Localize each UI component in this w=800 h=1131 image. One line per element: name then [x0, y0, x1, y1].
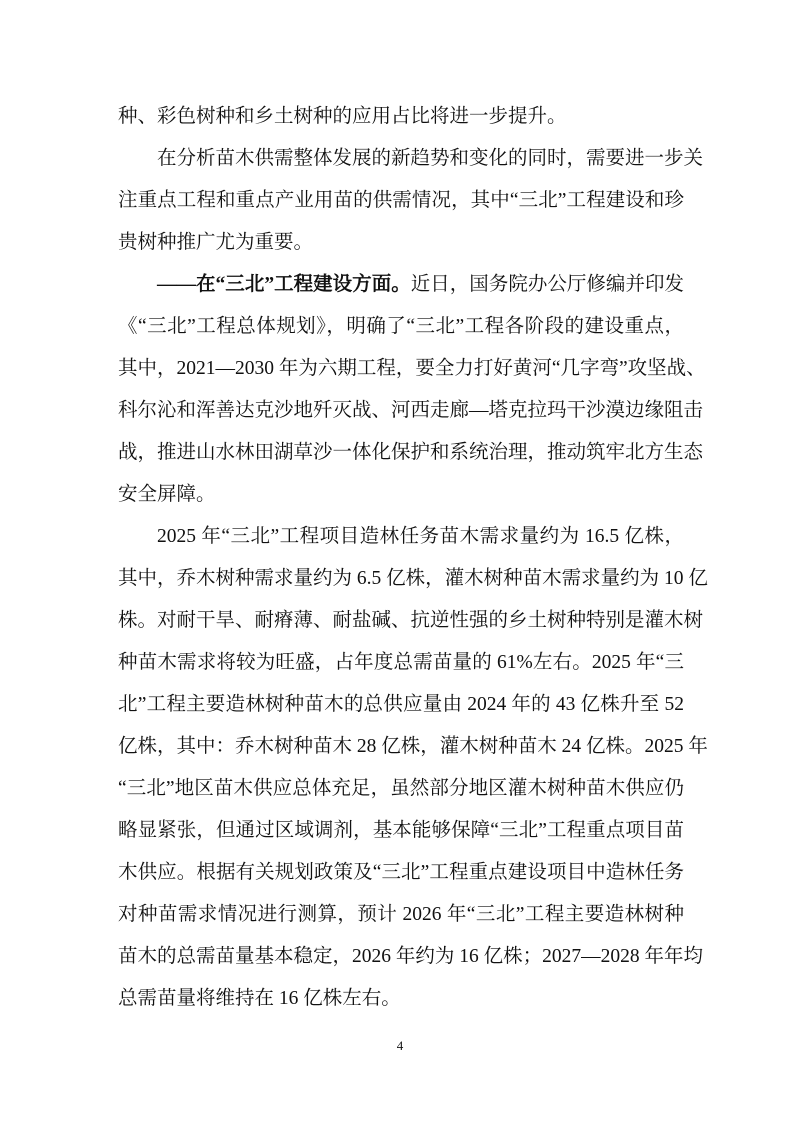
text-line: 苗木的总需苗量基本稳定，2026 年约为 16 亿株；2027—2028 年年均: [118, 946, 704, 967]
text-line: 战，推进山水林田湖草沙一体化保护和系统治理，推动筑牢北方生态: [118, 442, 704, 463]
text-run: 近日，国务院办公厅修编并印发: [410, 274, 684, 295]
text-line: 安全屏障。: [118, 484, 216, 505]
text-line: 亿株，其中：乔木树种苗木 28 亿株，灌木树种苗木 24 亿株。2025 年: [118, 736, 708, 757]
text-line: 其中，乔木树种需求量约为 6.5 亿株，灌木树种苗木需求量约为 10 亿: [118, 568, 708, 589]
text-line: 木供应。根据有关规划政策及“三北”工程重点建设项目中造林任务: [118, 862, 684, 883]
text-line: 科尔沁和浑善达克沙地歼灭战、河西走廊—塔克拉玛干沙漠边缘阻击: [118, 400, 704, 421]
text-line: 对种苗需求情况进行测算，预计 2026 年“三北”工程主要造林树种: [118, 904, 684, 925]
text-line: 《“三北”工程总体规划》，明确了“三北”工程各阶段的建设重点，: [118, 316, 684, 337]
section-heading: ——在“三北”工程建设方面。: [157, 274, 411, 295]
text-line: 种苗木需求将较为旺盛，占年度总需苗量的 61%左右。2025 年“三: [118, 652, 684, 673]
text-line: 其中，2021—2030 年为六期工程，要全力打好黄河“几字弯”攻坚战、: [118, 358, 706, 379]
text-line: 在分析苗木供需整体发展的新趋势和变化的同时，需要进一步关: [157, 148, 704, 169]
text-line: 2025 年“三北”工程项目造林任务苗木需求量约为 16.5 亿株，: [157, 526, 684, 547]
page-number: 4: [396, 1038, 404, 1053]
text-line: 北”工程主要造林树种苗木的总供应量由 2024 年的 43 亿株升至 52: [118, 694, 684, 715]
text-line: 种、彩色树种和乡土树种的应用占比将进一步提升。: [118, 106, 567, 127]
text-line: 略显紧张，但通过区域调剂，基本能够保障“三北”工程重点项目苗: [118, 820, 684, 841]
text-line: 总需苗量将维持在 16 亿株左右。: [118, 988, 401, 1009]
text-line: 注重点工程和重点产业用苗的供需情况，其中“三北”工程建设和珍: [118, 190, 684, 211]
text-line: [157, 273, 684, 297]
text-line: 贵树种推广尤为重要。: [118, 232, 314, 253]
text-line: “三北”地区苗木供应总体充足，虽然部分地区灌木树种苗木供应仍: [118, 778, 684, 799]
text-line: 株。对耐干旱、耐瘠薄、耐盐碱、抗逆性强的乡土树种特别是灌木树: [118, 610, 704, 631]
